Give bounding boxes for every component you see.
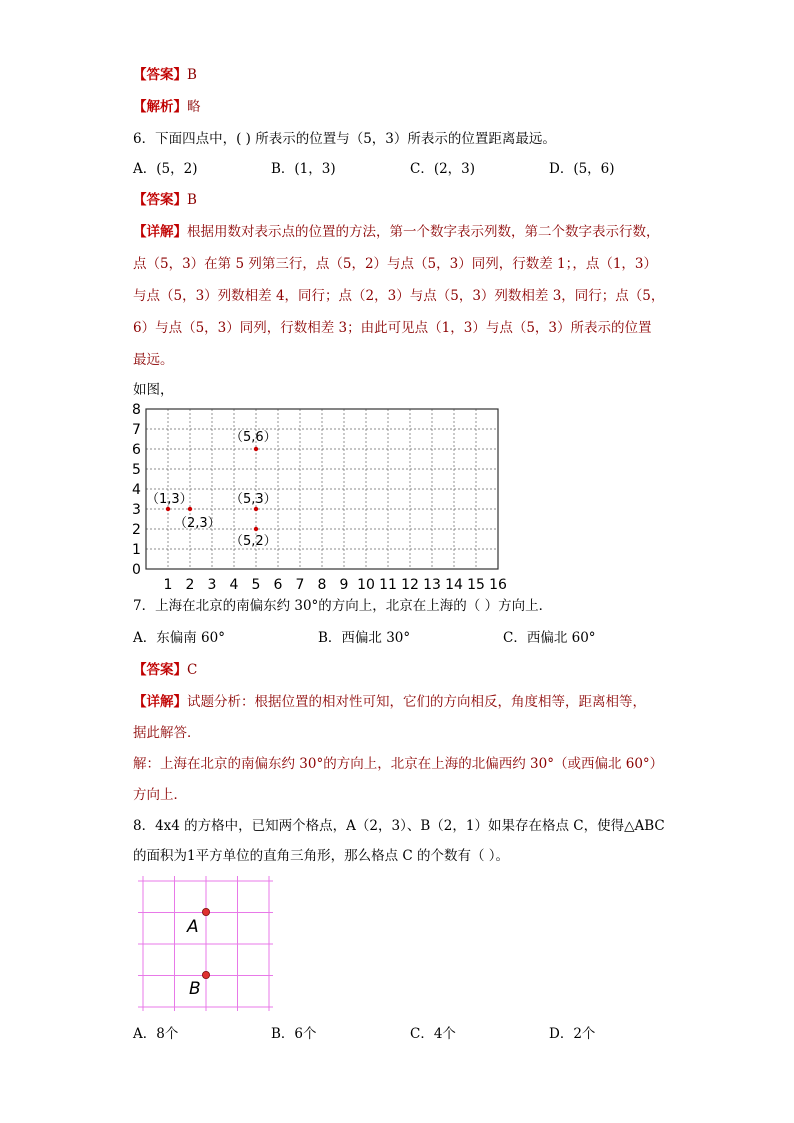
q8-option-a: A．8个 <box>133 1026 179 1042</box>
coordinate-grid-figure <box>128 400 518 595</box>
q7-option-b: B．西偏北 30° <box>318 630 411 646</box>
x-tick-label: 16 <box>489 577 507 593</box>
grid-lines <box>138 876 273 1011</box>
y-tick-label: 1 <box>132 542 141 558</box>
y-axis-ticks <box>132 402 141 578</box>
answer-value: B <box>187 192 197 208</box>
grid-points <box>146 430 277 549</box>
detail-tag: 【详解】 <box>133 224 187 240</box>
detail-text: 根据用数对表示点的位置的方法，第一个数字表示列数，第二个数字表示行数， <box>187 224 660 240</box>
analysis-tag: 【解析】 <box>133 99 187 115</box>
point-label: （5,2） <box>230 534 277 549</box>
x-tick-label: 7 <box>295 577 305 593</box>
x-tick-label: 2 <box>185 577 195 593</box>
answer-tag: 【答案】 <box>133 662 187 678</box>
x-tick-label: 13 <box>423 577 441 593</box>
answer-value: C <box>187 662 198 678</box>
y-tick-label: 7 <box>132 422 141 438</box>
point-label: （5,3） <box>230 492 277 507</box>
grid-lines <box>146 409 498 569</box>
q8-option-b: B．6个 <box>271 1026 317 1042</box>
y-tick-label: 8 <box>132 402 141 418</box>
q7-detail-line-3: 解：上海在北京的南偏东约 30°的方向上，北京在上海的北偏西约 30°（或西偏北 60°） <box>133 756 664 772</box>
q7-detail-line-1 <box>133 692 646 712</box>
x-tick-label: 11 <box>379 577 397 593</box>
point-marker <box>254 507 258 511</box>
q8-stem-line-2: 的面积为1平方单位的直角三角形，那么格点 C 的个数有（ ）。 <box>133 848 510 864</box>
q6-detail-line-3: 与点（5，3）列数相差 4，同行；点（2，3）与点（5，3）列数相差 3，同行；点（5， <box>133 288 665 304</box>
point-marker <box>254 447 258 451</box>
q6-option-d: D．(5，6) <box>549 161 615 177</box>
answer-value: B <box>187 67 197 83</box>
q6-option-b: B．(1，3) <box>271 161 336 177</box>
q8-stem-line-1: 8．4x4 的方格中，已知两个格点，A（2，3）、B（2，1）如果存在格点 C，使得△ABC <box>133 818 665 834</box>
q7-option-c: C．西偏北 60° <box>503 630 596 646</box>
detail-text: 试题分析：根据位置的相对性可知，它们的方向相反，角度相等，距离相等， <box>187 694 646 710</box>
y-tick-label: 2 <box>132 522 141 538</box>
x-tick-label: 15 <box>467 577 485 593</box>
point-b-marker <box>202 971 209 978</box>
q5-answer-row <box>133 65 197 85</box>
x-tick-label: 14 <box>445 577 463 593</box>
q6-option-c: C．(2，3) <box>410 161 476 177</box>
point-label: （5,6） <box>230 430 277 445</box>
q7-stem: 7．上海在北京的南偏东约 30°的方向上，北京在上海的（ ）方向上． <box>133 598 553 614</box>
q8-option-c: C．4个 <box>410 1026 456 1042</box>
answer-tag: 【答案】 <box>133 67 187 83</box>
x-tick-label: 1 <box>163 577 173 593</box>
q7-detail-line-2: 据此解答． <box>133 725 201 741</box>
x-tick-label: 3 <box>207 577 217 593</box>
point-label: （2,3） <box>174 516 221 531</box>
q6-detail-line-1 <box>133 222 660 242</box>
q7-detail-line-4: 方向上． <box>133 787 187 803</box>
y-tick-label: 4 <box>132 482 141 498</box>
point-a-label: A <box>187 917 199 937</box>
point-marker <box>254 527 258 531</box>
point-label: （1,3） <box>146 492 193 507</box>
x-tick-label: 4 <box>229 577 239 593</box>
x-tick-label: 9 <box>339 577 349 593</box>
square-grid-figure <box>130 868 280 1018</box>
q7-option-a: A．东偏南 60° <box>133 630 225 646</box>
q6-stem: 6．下面四点中，( ) 所表示的位置与（5，3）所表示的位置距离最远。 <box>133 131 556 147</box>
q5-analysis-row <box>133 97 201 117</box>
y-tick-label: 5 <box>132 462 141 478</box>
answer-tag: 【答案】 <box>133 192 187 208</box>
q6-detail-line-4: 6）与点（5，3）同列，行数相差 3；由此可见点（1，3）与点（5，3）所表示的位置 <box>133 320 652 336</box>
point-a-marker <box>202 908 209 915</box>
point-marker <box>166 507 170 511</box>
x-axis-ticks <box>164 577 507 593</box>
q7-answer-row <box>133 660 197 680</box>
q6-detail-line-2: 点（5，3）在第 5 列第三行，点（5，2）与点（5，3）同列，行数差 1；，点（1，3） <box>133 256 658 272</box>
x-tick-label: 6 <box>273 577 283 593</box>
y-tick-label: 6 <box>132 442 141 458</box>
q6-option-a: A．(5，2) <box>133 161 198 177</box>
detail-tag: 【详解】 <box>133 694 187 710</box>
y-tick-label: 3 <box>132 502 141 518</box>
x-tick-label: 12 <box>401 577 419 593</box>
x-tick-label: 8 <box>317 577 327 593</box>
point-b-label: B <box>189 979 201 999</box>
x-tick-label: 10 <box>357 577 375 593</box>
q6-answer-row <box>133 190 197 210</box>
q8-option-d: D．2个 <box>549 1026 596 1042</box>
x-tick-label: 5 <box>251 577 261 593</box>
q6-detail-line-5: 最远。 <box>133 352 174 368</box>
point-marker <box>188 507 192 511</box>
analysis-text: 略 <box>187 99 201 115</box>
q6-figure-intro: 如图， <box>133 382 174 398</box>
y-tick-label: 0 <box>132 562 141 578</box>
